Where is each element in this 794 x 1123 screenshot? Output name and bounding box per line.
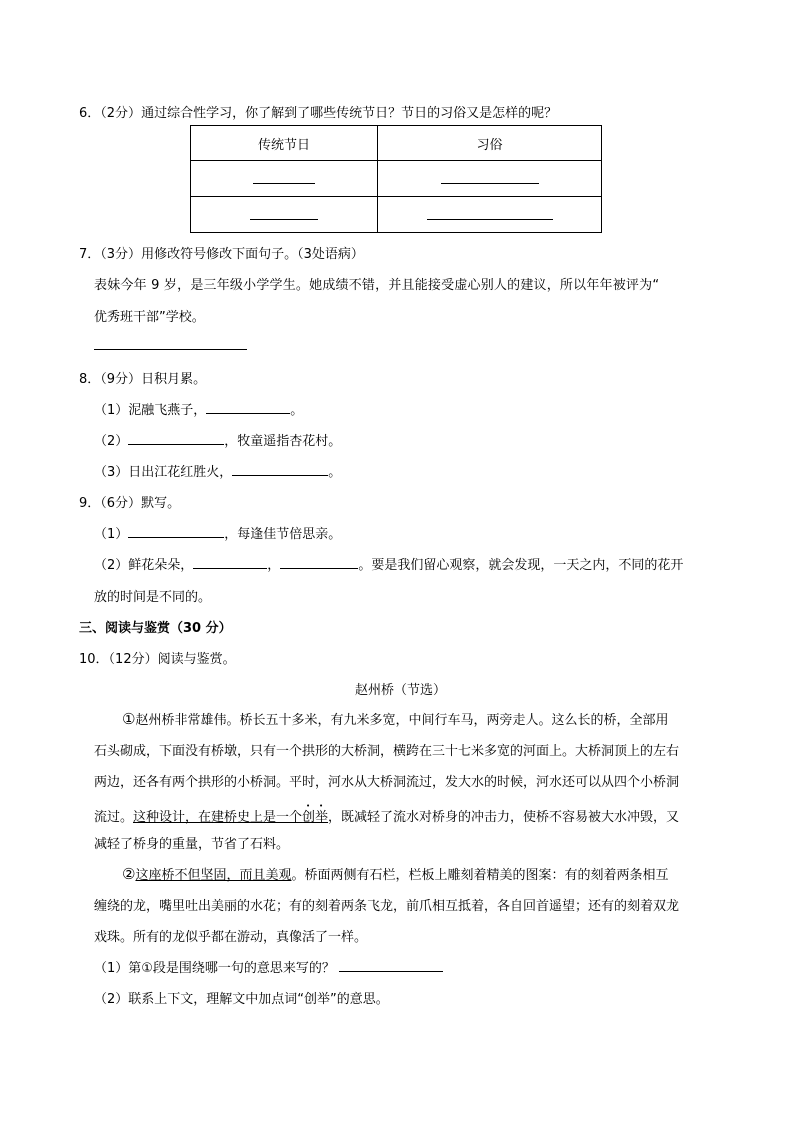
q9-item-1-blank[interactable] xyxy=(128,523,224,538)
p1-line1-text: 赵州桥非常雄伟。桥长五十多米，有九米多宽，中间行车马，两旁走人。这么长的桥，全部用 xyxy=(135,713,669,728)
q9-text: 默写。 xyxy=(141,496,181,511)
q9-item-1-label: （1） xyxy=(94,527,129,542)
festival-table xyxy=(190,125,602,233)
q7-number: 7． xyxy=(79,247,101,262)
q8-item-2-label: （2） xyxy=(94,434,129,449)
q7-sentence-line1: 表妹今年 9 岁，是三年级小学学生。她成绩不错，并且能接受虚心别人的建议，所以年年被评为“ xyxy=(94,278,660,293)
q8-item-3-label: （3） xyxy=(94,465,129,480)
p1-line2: 石头砌成，下面没有桥墩，只有一个拱形的大桥洞，横跨在三十七米多宽的河面上。大桥洞顶上的左右 xyxy=(94,744,680,759)
q9-item-2-label: （2） xyxy=(94,558,129,573)
q9-item-1 xyxy=(94,523,341,542)
q9-line xyxy=(79,492,180,511)
table-header-festival: 传统节日 xyxy=(191,126,378,161)
p2-line1-b: 。桥面两侧有石栏，栏板上雕刻着精美的图案：有的刻着两条相互 xyxy=(291,868,669,883)
p2-line1 xyxy=(122,864,668,883)
q10-score: （12分） xyxy=(108,652,158,667)
section3-title: 三、阅读与鉴赏（30 分） xyxy=(79,621,232,636)
p1-underlined-sentence: 这种设计，在建桥史上是一个 xyxy=(133,810,303,825)
q7-line xyxy=(79,243,364,262)
q8-item-1-blank[interactable] xyxy=(206,399,290,414)
q8-text: 日积月累。 xyxy=(141,372,207,387)
q6-number: 6． xyxy=(79,106,101,121)
p1-line4-a: 流过。 xyxy=(94,810,134,825)
q9-item-1-after: ，每逢佳节倍思亲。 xyxy=(224,527,342,542)
p2-line2: 缠绕的龙，嘴里吐出美丽的水花；有的刻着两条飞龙，前爪相互抵着，各自回首遥望；还有的刻着双龙 xyxy=(94,899,680,914)
q9-item-2-blank-a[interactable] xyxy=(193,554,267,569)
q9-score: （6分） xyxy=(100,496,142,511)
q9-item-2-before: 鲜花朵朵， xyxy=(128,558,194,573)
custom-answer-2[interactable] xyxy=(378,197,602,233)
q8-item-3-before: 日出江花红胜火， xyxy=(128,465,233,480)
q8-item-1-before: 泥融飞燕子， xyxy=(128,403,207,418)
q7-text: 用修改符号修改下面句子。（3处语病） xyxy=(141,247,364,262)
q9-number: 9． xyxy=(79,496,101,511)
table-row xyxy=(191,161,602,197)
q10-sub1-label: （1） xyxy=(94,961,129,976)
p2-underlined-sentence: 这座桥不但坚固，而且美观 xyxy=(135,868,292,883)
p1-line3: 两边，还各有两个拱形的小桥洞。平时，河水从大桥洞流过，发大水的时候，河水还可以从四个小桥洞 xyxy=(94,775,680,790)
q8-item-2 xyxy=(94,430,341,449)
p1-mark: ① xyxy=(122,710,136,728)
q8-line xyxy=(79,368,206,387)
q8-item-1-label: （1） xyxy=(94,403,129,418)
q9-item-2-cont: 放的时间是不同的。 xyxy=(94,590,212,605)
q10-sub1-blank[interactable] xyxy=(339,957,443,972)
q8-score: （9分） xyxy=(100,372,142,387)
q8-item-3-blank[interactable] xyxy=(232,461,328,476)
q8-item-1-after: 。 xyxy=(290,403,304,418)
q7-score: （3分） xyxy=(100,247,142,262)
q8-item-2-after: ，牧童遥指杏花村。 xyxy=(224,434,342,449)
p2-mark: ② xyxy=(122,865,136,883)
q9-item-2-blank-b[interactable] xyxy=(280,554,358,569)
table-header-custom: 习俗 xyxy=(378,126,602,161)
p1-line4-b: ，既减轻了流水对桥身的冲击力，使桥不容易被大水冲毁，又 xyxy=(328,810,680,825)
q6-line xyxy=(79,102,557,121)
q8-item-2-blank[interactable] xyxy=(128,430,224,445)
custom-answer-1[interactable] xyxy=(378,161,602,197)
dotted-word-chuangju: 创举 xyxy=(302,810,329,825)
q8-number: 8． xyxy=(79,372,101,387)
q10-sub2-label: （2） xyxy=(94,992,129,1007)
q10-sub2 xyxy=(94,988,389,1007)
q9-item-2-after: 。要是我们留心观察，就会发现，一天之内，不同的花开 xyxy=(358,558,684,573)
q7-sentence-line2: 优秀班干部”学校。 xyxy=(94,310,205,325)
passage-title: 赵州桥（节选） xyxy=(355,683,447,698)
q10-text: 阅读与鉴赏。 xyxy=(157,652,236,667)
q7-answer-blank[interactable] xyxy=(94,335,247,350)
festival-answer-2[interactable] xyxy=(191,197,378,233)
p2-line3: 戏珠。所有的龙似乎都在游动，真像活了一样。 xyxy=(94,930,368,945)
p1-line4 xyxy=(94,802,679,825)
p1-line1 xyxy=(122,709,668,728)
q9-item-2 xyxy=(94,554,683,573)
q10-line xyxy=(79,648,236,667)
q8-item-3 xyxy=(94,461,341,480)
p1-line5: 减轻了桥身的重量，节省了石料。 xyxy=(94,837,290,852)
q10-sub1-text: 第①段是围绕哪一句的意思来写的？ xyxy=(128,961,335,976)
q8-item-1 xyxy=(94,399,303,418)
q10-sub2-text: 联系上下文，理解文中加点词“创举”的意思。 xyxy=(128,992,389,1007)
q10-number: 10． xyxy=(79,652,109,667)
q10-sub1 xyxy=(94,957,443,976)
q6-text: 通过综合性学习，你了解到了哪些传统节日？节日的习俗又是怎样的呢？ xyxy=(141,106,558,121)
q9-item-2-sep: ， xyxy=(267,558,281,573)
q8-item-3-after: 。 xyxy=(328,465,342,480)
table-row xyxy=(191,197,602,233)
festival-answer-1[interactable] xyxy=(191,161,378,197)
q6-score: （2分） xyxy=(100,106,142,121)
